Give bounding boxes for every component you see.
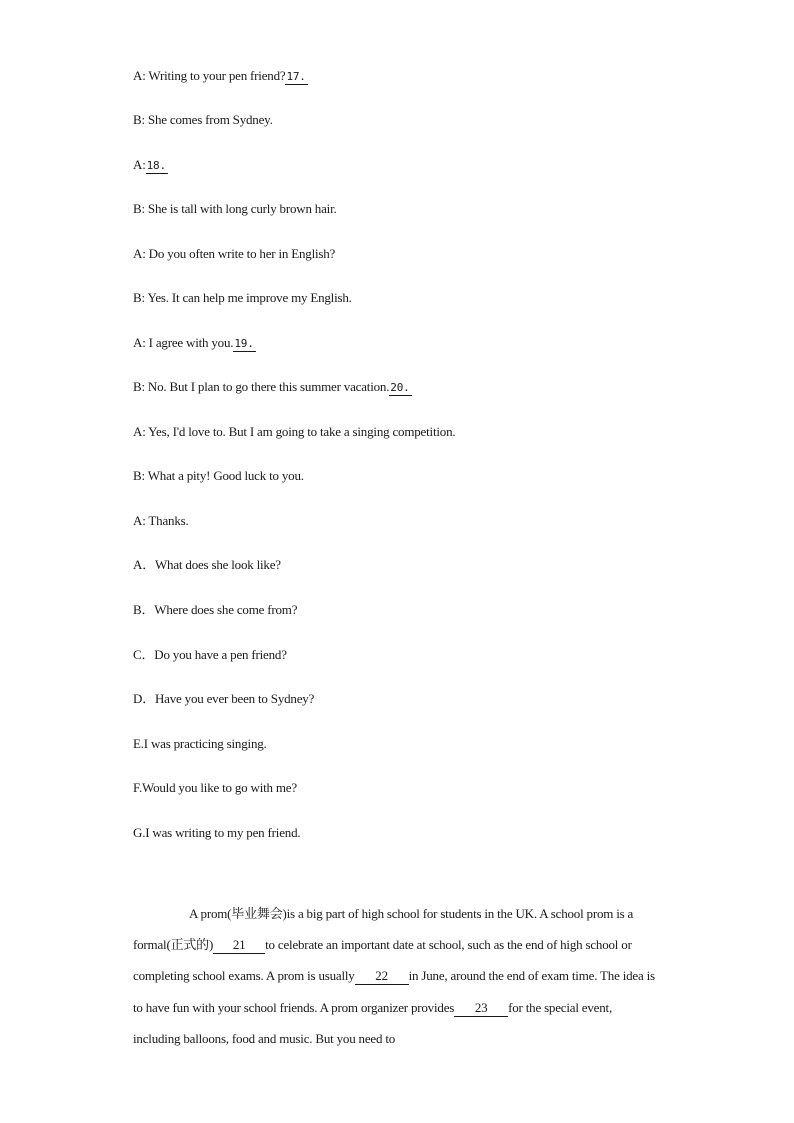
dialogue-text: A: I agree with you. <box>133 335 234 350</box>
answer-blank-19[interactable]: 19. <box>234 337 254 350</box>
dialogue-line-6 <box>133 290 352 306</box>
dialogue-line-1 <box>133 68 308 85</box>
passage-text: in June, around the end of exam time. The idea is to have fun with your school friends. A prom organizer provides <box>133 968 655 1015</box>
answer-blank-17[interactable]: 17. <box>286 70 306 83</box>
dialogue-line-7 <box>133 335 256 352</box>
passage-text: A prom(毕业舞会)is a big part of high school for students in the UK. A school prom is a formal(正式的) <box>133 906 634 953</box>
dialogue-text: B: Yes. It can help me improve my English. <box>133 290 352 305</box>
dialogue-text: B: What a pity! Good luck to you. <box>133 468 304 483</box>
option-c: C．Do you have a pen friend? <box>133 647 287 662</box>
option-e: E.I was practicing singing. <box>133 736 267 751</box>
dialogue-line-5 <box>133 246 335 262</box>
dialogue-line-9 <box>133 424 455 440</box>
option-g: G.I was writing to my pen friend. <box>133 825 301 840</box>
cloze-blank-23[interactable]: 23 <box>454 1000 508 1017</box>
dialogue-text: B: No. But I plan to go there this summer vacation. <box>133 379 390 394</box>
dialogue-line-4 <box>133 201 337 217</box>
cloze-passage <box>133 898 655 1054</box>
dialogue-text: A: Yes, I'd love to. But I am going to take a singing competition. <box>133 424 456 439</box>
option-a: A．What does she look like? <box>133 557 281 572</box>
option-f: F.Would you like to go with me? <box>133 780 297 795</box>
option-d: D．Have you ever been to Sydney? <box>133 691 315 706</box>
dialogue-text: A: Writing to your pen friend? <box>133 68 286 83</box>
passage-text: to celebrate an important date at school, such as the end of high school or completing school exams. A prom is usually <box>133 937 632 984</box>
answer-blank-18[interactable]: 18. <box>146 159 166 172</box>
dialogue-line-2 <box>133 112 273 128</box>
dialogue-line-10 <box>133 468 304 484</box>
dialogue-text: B: She comes from Sydney. <box>133 112 273 127</box>
cloze-blank-21[interactable]: 21 <box>213 937 265 954</box>
dialogue-line-11 <box>133 513 189 529</box>
dialogue-text: A: Thanks. <box>133 513 189 528</box>
dialogue-line-3 <box>133 157 168 174</box>
answer-blank-20[interactable]: 20. <box>390 381 410 394</box>
dialogue-line-8 <box>133 379 412 396</box>
option-b: B．Where does she come from? <box>133 602 298 617</box>
dialogue-text: A: Do you often write to her in English? <box>133 246 336 261</box>
dialogue-text: A: <box>133 157 146 172</box>
dialogue-text: B: She is tall with long curly brown hair. <box>133 201 337 216</box>
cloze-blank-22[interactable]: 22 <box>355 968 409 985</box>
passage-text: for the special event, including balloons, food and music. But you need to <box>133 999 613 1046</box>
